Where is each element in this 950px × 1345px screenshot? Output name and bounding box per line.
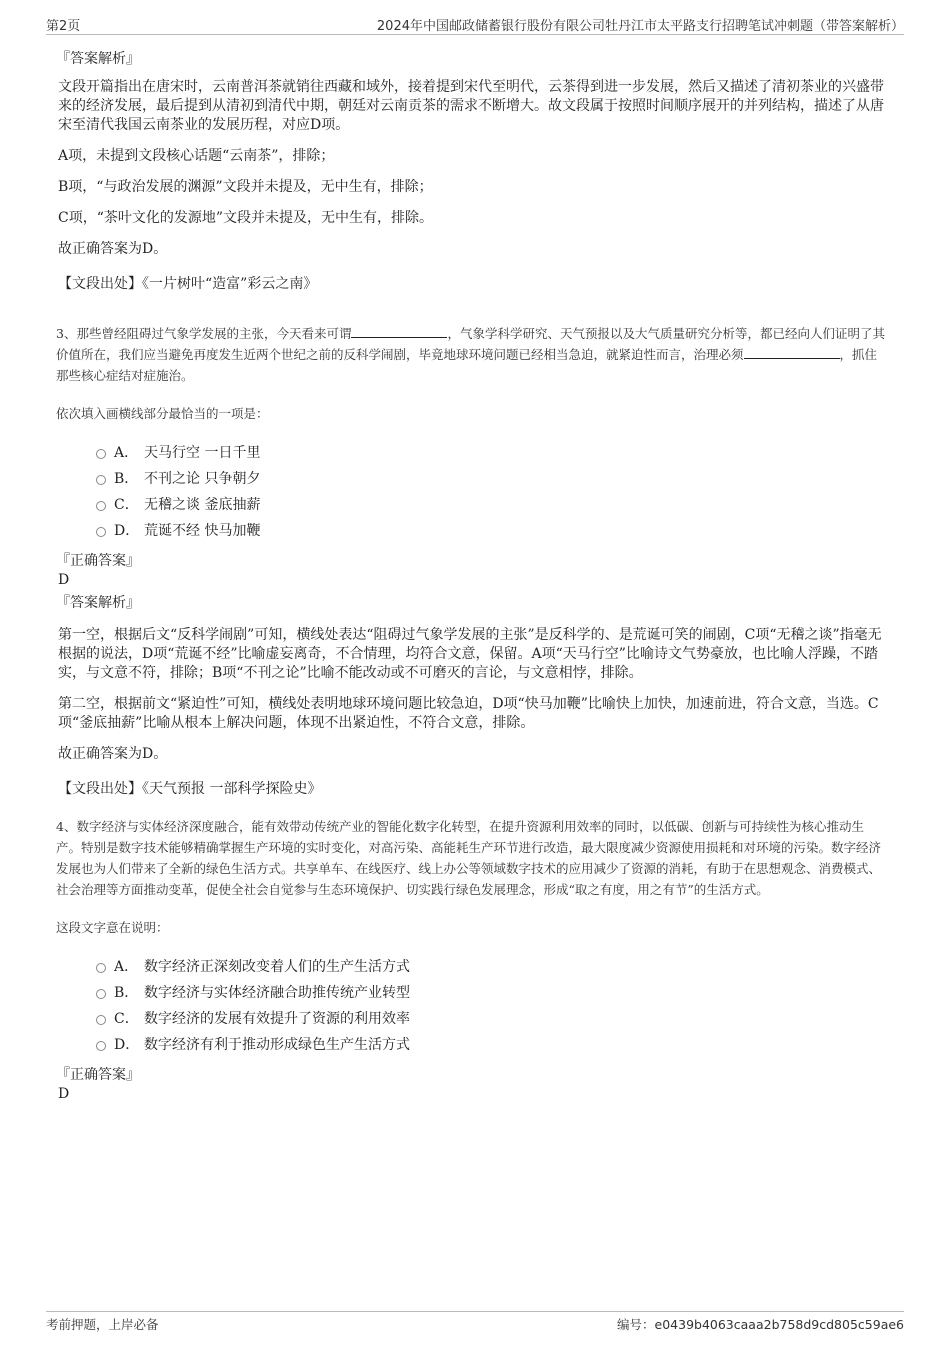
footer-slogan: 考前押题，上岸必备 xyxy=(46,1317,159,1332)
radio-icon[interactable] xyxy=(96,475,106,485)
page-number: 第2页 xyxy=(46,19,81,34)
q2-analysis-paragraph: 故正确答案为D。 xyxy=(58,241,168,257)
q3-answer-heading: 『正确答案』 xyxy=(56,553,140,569)
q4-stem: 4、数字经济与实体经济深度融合，能有效带动传统产业的智能化数字化转型，在提升资源利用效率的同时，以低碳、创新与可持续性为核心推动生产。特别是数字技术能够精确掌握生产环境的实时变化，对高污染、高能耗生产环节进行改造，最大限度减少资源使用损耗和对环境的污染。数字经济发展也为人们带来了全新的绿色生活方式。共享单车、在线医疗、线上办公等领域数字技术的应用减少了资源的消耗，有助于在思想观念、消费模式、社会治理等方面推动变革，促使全社会自觉参与生态环境保护、切实践行绿色发展理念，形成“取之有度，用之有节”的生活方式。 xyxy=(56,819,882,897)
option-text: 数字经济正深刻改变着人们的生产生活方式 xyxy=(144,959,410,975)
radio-icon[interactable] xyxy=(96,501,106,511)
q4-prompt: 这段文字意在说明： xyxy=(56,920,169,935)
q3-option-a[interactable] xyxy=(96,442,888,468)
q3-analysis-paragraph: 第二空，根据前文“紧迫性”可知，横线处表明地球环境问题比较急迫，D项“快马加鞭”比喻快上加快，加速前进，符合文意，当选。C项“釜底抽薪”比喻从根本上解决问题，体现不出紧迫性，不符合文意，排除。 xyxy=(58,696,879,731)
page-footer xyxy=(46,1311,904,1334)
radio-icon[interactable] xyxy=(96,449,106,459)
q4-option-c[interactable] xyxy=(96,1008,888,1034)
q3-stem-part2: ，气象学科学研究、天气预报以及大气质量研究分析等，都已经向人们证明了其价值所在，我们应当避免再度发生近两个世纪之前的反科学闹剧，毕竟地球环境问题已经相当急迫，就紧迫性而言，治理必须 xyxy=(56,326,885,362)
q3-source: 【文段出处】《天气预报 一部科学探险史》 xyxy=(58,781,322,797)
q2-analysis-heading: 『答案解析』 xyxy=(56,51,140,67)
option-letter: B． xyxy=(114,985,139,1001)
option-text: 无稽之谈 釜底抽薪 xyxy=(144,497,261,513)
q3-analysis-paragraph: 第一空，根据后文“反科学闹剧”可知，横线处表达“阻碍过气象学发展的主张”是反科学的、是荒诞可笑的闹剧，C项“无稽之谈”指毫无根据的说法，D项“荒诞不经”比喻虚妄离奇，不合情理，均符合文意，保留。A项“天马行空”比喻诗文气势豪放，也比喻人浮躁，不踏实，与文意不符，排除；B项“不刊之论”比喻不能改动或不可磨灭的言论，与文意相悖，排除。 xyxy=(58,627,882,681)
q3-answer: D xyxy=(58,572,70,588)
option-text: 天马行空 一日千里 xyxy=(144,445,261,461)
page-header xyxy=(46,14,904,35)
q2-analysis-paragraph: 文段开篇指出在唐宋时，云南普洱茶就销往西藏和域外，接着提到宋代至明代，云茶得到进一步发展，然后又描述了清初茶业的兴盛带来的经济发展，最后提到从清初到清代中期，朝廷对云南贡茶的需求不断增大。故文段属于按照时间顺序展开的并列结构，描述了从唐宋至清代我国云南茶业的发展历程，对应D项。 xyxy=(58,79,884,133)
option-text: 数字经济与实体经济融合助推传统产业转型 xyxy=(144,985,410,1001)
option-letter: A． xyxy=(114,445,139,461)
q3-analysis-paragraph: 故正确答案为D。 xyxy=(58,746,168,762)
option-text: 数字经济有利于推动形成绿色生产生活方式 xyxy=(144,1037,410,1053)
radio-icon[interactable] xyxy=(96,1015,106,1025)
fill-blank xyxy=(744,346,840,359)
option-letter: A． xyxy=(114,959,139,975)
q3-option-c[interactable] xyxy=(96,494,888,520)
q3-options xyxy=(96,442,888,546)
q3-option-d[interactable] xyxy=(96,520,888,546)
q4-option-a[interactable] xyxy=(96,956,888,982)
option-letter: C． xyxy=(114,497,139,513)
q3-prompt: 依次填入画横线部分最恰当的一项是： xyxy=(56,406,269,421)
radio-icon[interactable] xyxy=(96,527,106,537)
q3-stem-part3: ，抓住那些核心症结对症施治。 xyxy=(56,347,878,383)
q3-option-b[interactable] xyxy=(96,468,888,494)
radio-icon[interactable] xyxy=(96,989,106,999)
q2-analysis-paragraph: A项，未提到文段核心话题“云南茶”，排除； xyxy=(58,148,335,164)
q2-source: 【文段出处】《一片树叶“造富”彩云之南》 xyxy=(58,276,318,292)
option-text: 不刊之论 只争朝夕 xyxy=(144,471,261,487)
q3-analysis-heading: 『答案解析』 xyxy=(56,595,140,611)
q4-option-d[interactable] xyxy=(96,1034,888,1060)
page-content xyxy=(56,40,888,1106)
option-letter: C． xyxy=(114,1011,139,1027)
q4-option-b[interactable] xyxy=(96,982,888,1008)
q2-analysis-paragraph: B项，“与政治发展的渊源”文段并未提及，无中生有，排除； xyxy=(58,179,433,195)
option-letter: D． xyxy=(114,1037,140,1053)
q3-stem-part1: 3、那些曾经阻碍过气象学发展的主张，今天看来可谓 xyxy=(56,326,352,341)
document-code: 编号：e0439b4063caaa2b758d9cd805c59ae6 xyxy=(617,1317,904,1332)
option-letter: B． xyxy=(114,471,139,487)
q3-stem xyxy=(56,323,888,386)
document-title: 2024年中国邮政储蓄银行股份有限公司牡丹江市太平路支行招聘笔试冲刺题（带答案解析） xyxy=(376,19,904,34)
option-letter: D． xyxy=(114,523,140,539)
q2-analysis-paragraph: C项，“茶叶文化的发源地”文段并未提及，无中生有，排除。 xyxy=(58,210,434,226)
option-text: 荒诞不经 快马加鞭 xyxy=(144,523,261,539)
q4-options xyxy=(96,956,888,1060)
fill-blank xyxy=(351,325,447,338)
option-text: 数字经济的发展有效提升了资源的利用效率 xyxy=(144,1011,410,1027)
q4-answer: D xyxy=(58,1086,70,1102)
radio-icon[interactable] xyxy=(96,1041,106,1051)
radio-icon[interactable] xyxy=(96,963,106,973)
q4-answer-heading: 『正确答案』 xyxy=(56,1067,140,1083)
